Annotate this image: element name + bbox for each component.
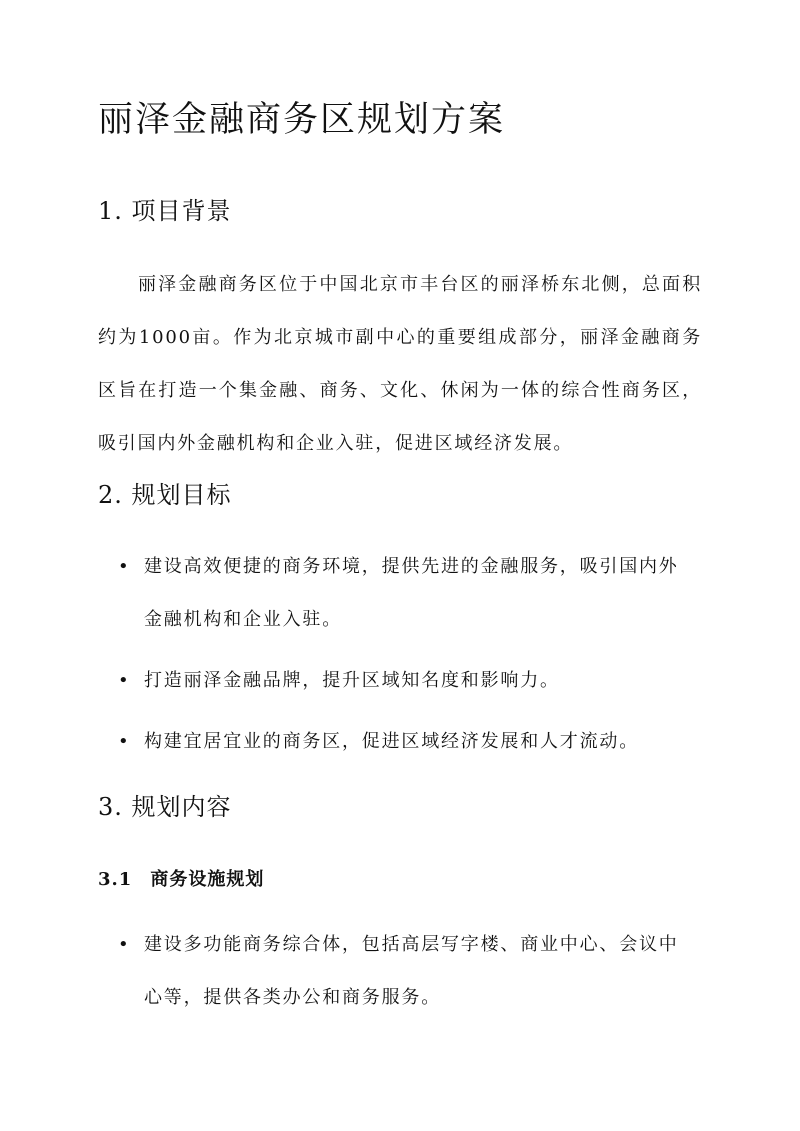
list-item: [120, 540, 680, 646]
bullet-icon: •: [118, 556, 131, 577]
bullet-icon: •: [118, 934, 131, 955]
bullet-icon: •: [118, 731, 131, 752]
subsection-title: 商务设施规划: [150, 869, 265, 890]
subsection-heading: [98, 866, 264, 894]
bullet-icon: •: [118, 670, 131, 691]
subsection-number: 3.1: [98, 869, 133, 890]
list-item-text: 打造丽泽金融品牌，提升区域知名度和影响力。: [144, 670, 560, 691]
document-title: 丽泽金融商务区规划方案: [98, 100, 506, 140]
list-item-text: 建设高效便捷的商务环境，提供先进的金融服务，吸引国内外金融机构和企业入驻。: [144, 556, 679, 630]
list-item-text: 构建宜居宜业的商务区，促进区域经济发展和人才流动。: [144, 731, 639, 752]
list-item: [120, 918, 680, 1024]
list-item-text: 建设多功能商务综合体，包括高层写字楼、商业中心、会议中心等，提供各类办公和商务服务。: [144, 934, 679, 1008]
background-paragraph: 丽泽金融商务区位于中国北京市丰台区的丽泽桥东北侧，总面积约为1000亩。作为北京城市副中心的重要组成部分，丽泽金融商务区旨在打造一个集金融、商务、文化、休闲为一体的综合性商务区，吸引国内外金融机构和企业入驻，促进区域经济发展。: [98, 274, 702, 454]
section-heading-background: 1. 项目背景: [98, 197, 232, 225]
list-item: [120, 654, 680, 707]
list-item: [120, 715, 680, 768]
section-heading-content: 3. 规划内容: [98, 793, 232, 821]
section-heading-goals: 2. 规划目标: [98, 481, 232, 509]
